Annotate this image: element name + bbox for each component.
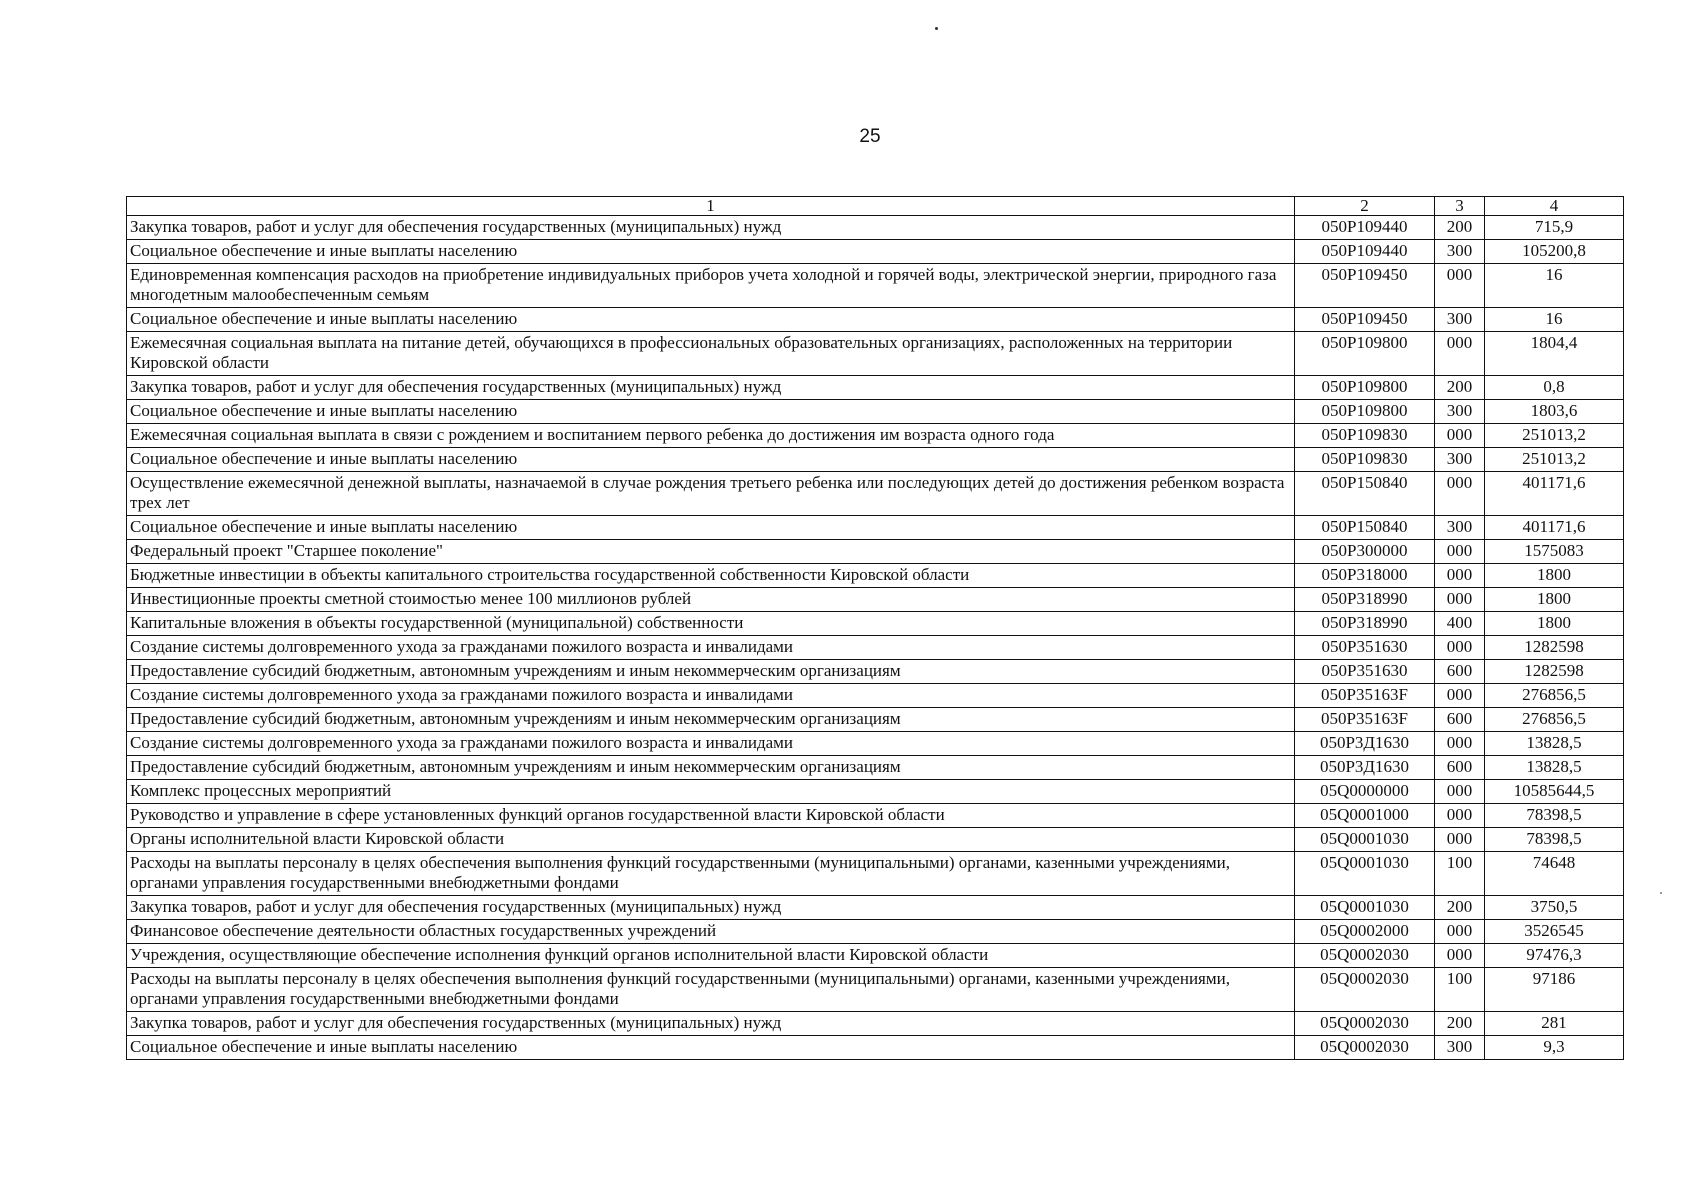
budget-table [126, 196, 1624, 1060]
table-row [127, 376, 1624, 400]
amount-value: 78398,5 [1485, 828, 1624, 852]
expense-item-name: Социальное обеспечение и иные выплаты населению [127, 400, 1295, 424]
expense-type-code: 000 [1435, 564, 1485, 588]
amount-value: 1282598 [1485, 636, 1624, 660]
expense-item-name: Социальное обеспечение и иные выплаты населению [127, 240, 1295, 264]
expense-type-code: 300 [1435, 240, 1485, 264]
expense-item-name: Органы исполнительной власти Кировской области [127, 828, 1295, 852]
table-row [127, 472, 1624, 516]
amount-value: 276856,5 [1485, 684, 1624, 708]
expense-item-name: Единовременная компенсация расходов на приобретение индивидуальных приборов учета холодной и горячей воды, электрической энергии, природного газа многодетным малообеспеченным семьям [127, 264, 1295, 308]
table-row [127, 708, 1624, 732]
amount-value: 276856,5 [1485, 708, 1624, 732]
expense-type-code: 000 [1435, 424, 1485, 448]
expense-item-name: Ежемесячная социальная выплата на питание детей, обучающихся в профессиональных образовательных организациях, расположенных на территории Кировской области [127, 332, 1295, 376]
amount-value: 9,3 [1485, 1036, 1624, 1060]
table-row [127, 540, 1624, 564]
column-header-name: 1 [127, 197, 1295, 216]
target-article-code: 050P109450 [1295, 308, 1435, 332]
column-header-amount: 4 [1485, 197, 1624, 216]
expense-type-code: 600 [1435, 660, 1485, 684]
amount-value: 1800 [1485, 588, 1624, 612]
expense-item-name: Инвестиционные проекты сметной стоимостью менее 100 миллионов рублей [127, 588, 1295, 612]
table-row [127, 588, 1624, 612]
target-article-code: 050P300000 [1295, 540, 1435, 564]
target-article-code: 050P109800 [1295, 400, 1435, 424]
column-header-code: 2 [1295, 197, 1435, 216]
amount-value: 1804,4 [1485, 332, 1624, 376]
expense-type-code: 000 [1435, 780, 1485, 804]
table-row [127, 332, 1624, 376]
target-article-code: 050P3Д1630 [1295, 756, 1435, 780]
expense-type-code: 000 [1435, 264, 1485, 308]
amount-value: 78398,5 [1485, 804, 1624, 828]
expense-type-code: 000 [1435, 332, 1485, 376]
expense-type-code: 300 [1435, 308, 1485, 332]
amount-value: 401171,6 [1485, 472, 1624, 516]
table-row [127, 264, 1624, 308]
target-article-code: 050P3Д1630 [1295, 732, 1435, 756]
target-article-code: 05Q0000000 [1295, 780, 1435, 804]
amount-value: 3526545 [1485, 920, 1624, 944]
table-row [127, 852, 1624, 896]
amount-value: 1803,6 [1485, 400, 1624, 424]
target-article-code: 050P109450 [1295, 264, 1435, 308]
expense-item-name: Закупка товаров, работ и услуг для обеспечения государственных (муниципальных) нужд [127, 376, 1295, 400]
expense-item-name: Создание системы долговременного ухода за гражданами пожилого возраста и инвалидами [127, 636, 1295, 660]
table-row [127, 920, 1624, 944]
amount-value: 97186 [1485, 968, 1624, 1012]
expense-type-code: 000 [1435, 588, 1485, 612]
amount-value: 715,9 [1485, 216, 1624, 240]
target-article-code: 05Q0001030 [1295, 852, 1435, 896]
amount-value: 13828,5 [1485, 732, 1624, 756]
target-article-code: 05Q0002000 [1295, 920, 1435, 944]
table-row [127, 756, 1624, 780]
target-article-code: 05Q0002030 [1295, 1036, 1435, 1060]
amount-value: 401171,6 [1485, 516, 1624, 540]
expense-type-code: 200 [1435, 216, 1485, 240]
expense-item-name: Предоставление субсидий бюджетным, автономным учреждениям и иным некоммерческим организациям [127, 708, 1295, 732]
amount-value: 97476,3 [1485, 944, 1624, 968]
expense-item-name: Бюджетные инвестиции в объекты капитального строительства государственной собственности Кировской области [127, 564, 1295, 588]
scan-speck [935, 27, 938, 30]
table-row [127, 780, 1624, 804]
expense-type-code: 200 [1435, 896, 1485, 920]
table-row [127, 896, 1624, 920]
target-article-code: 05Q0002030 [1295, 944, 1435, 968]
amount-value: 281 [1485, 1012, 1624, 1036]
table-row [127, 400, 1624, 424]
expense-item-name: Закупка товаров, работ и услуг для обеспечения государственных (муниципальных) нужд [127, 896, 1295, 920]
expense-type-code: 000 [1435, 944, 1485, 968]
table-row [127, 448, 1624, 472]
target-article-code: 050P35163F [1295, 708, 1435, 732]
expense-type-code: 000 [1435, 540, 1485, 564]
amount-value: 1800 [1485, 564, 1624, 588]
expense-type-code: 000 [1435, 472, 1485, 516]
expense-type-code: 300 [1435, 400, 1485, 424]
table-row [127, 516, 1624, 540]
target-article-code: 050P318000 [1295, 564, 1435, 588]
expense-type-code: 000 [1435, 828, 1485, 852]
table-row [127, 424, 1624, 448]
expense-type-code: 200 [1435, 376, 1485, 400]
table-row [127, 308, 1624, 332]
amount-value: 0,8 [1485, 376, 1624, 400]
expense-item-name: Социальное обеспечение и иные выплаты населению [127, 448, 1295, 472]
expense-type-code: 600 [1435, 708, 1485, 732]
target-article-code: 050P35163F [1295, 684, 1435, 708]
expense-item-name: Федеральный проект "Старшее поколение" [127, 540, 1295, 564]
table-row [127, 1036, 1624, 1060]
table-row [127, 1012, 1624, 1036]
target-article-code: 050P318990 [1295, 588, 1435, 612]
expense-item-name: Учреждения, осуществляющие обеспечение исполнения функций органов исполнительной власти Кировской области [127, 944, 1295, 968]
amount-value: 13828,5 [1485, 756, 1624, 780]
expense-type-code: 300 [1435, 1036, 1485, 1060]
expense-type-code: 300 [1435, 448, 1485, 472]
expense-item-name: Финансовое обеспечение деятельности областных государственных учреждений [127, 920, 1295, 944]
target-article-code: 050P109830 [1295, 424, 1435, 448]
target-article-code: 050P351630 [1295, 660, 1435, 684]
table-row [127, 216, 1624, 240]
amount-value: 10585644,5 [1485, 780, 1624, 804]
expense-item-name: Предоставление субсидий бюджетным, автономным учреждениям и иным некоммерческим организациям [127, 660, 1295, 684]
table-row [127, 564, 1624, 588]
page-number: 25 [859, 126, 881, 147]
scan-speck [1660, 892, 1662, 894]
table-body [127, 216, 1624, 1060]
expense-type-code: 300 [1435, 516, 1485, 540]
expense-type-code: 400 [1435, 612, 1485, 636]
expense-type-code: 100 [1435, 968, 1485, 1012]
expense-type-code: 000 [1435, 636, 1485, 660]
target-article-code: 050P351630 [1295, 636, 1435, 660]
table-row [127, 828, 1624, 852]
amount-value: 251013,2 [1485, 424, 1624, 448]
table-row [127, 612, 1624, 636]
table-row [127, 636, 1624, 660]
amount-value: 105200,8 [1485, 240, 1624, 264]
expense-item-name: Предоставление субсидий бюджетным, автономным учреждениям и иным некоммерческим организациям [127, 756, 1295, 780]
amount-value: 251013,2 [1485, 448, 1624, 472]
amount-value: 16 [1485, 308, 1624, 332]
expense-item-name: Осуществление ежемесячной денежной выплаты, назначаемой в случае рождения третьего ребенка или последующих детей до достижения ребенком возраста трех лет [127, 472, 1295, 516]
table-row [127, 968, 1624, 1012]
table-row [127, 660, 1624, 684]
target-article-code: 050P109800 [1295, 376, 1435, 400]
target-article-code: 050P109440 [1295, 216, 1435, 240]
expense-type-code: 000 [1435, 804, 1485, 828]
target-article-code: 05Q0002030 [1295, 1012, 1435, 1036]
expense-type-code: 000 [1435, 684, 1485, 708]
table-row [127, 804, 1624, 828]
table-header-row [127, 197, 1624, 216]
expense-item-name: Расходы на выплаты персоналу в целях обеспечения выполнения функций государственными (муниципальными) органами, казенными учреждениями, органами управления государственными внебюджетными фондами [127, 852, 1295, 896]
amount-value: 74648 [1485, 852, 1624, 896]
target-article-code: 050P318990 [1295, 612, 1435, 636]
amount-value: 1575083 [1485, 540, 1624, 564]
amount-value: 3750,5 [1485, 896, 1624, 920]
expense-item-name: Закупка товаров, работ и услуг для обеспечения государственных (муниципальных) нужд [127, 1012, 1295, 1036]
expense-item-name: Социальное обеспечение и иные выплаты населению [127, 516, 1295, 540]
table-row [127, 684, 1624, 708]
expense-item-name: Капитальные вложения в объекты государственной (муниципальной) собственности [127, 612, 1295, 636]
expense-item-name: Руководство и управление в сфере установленных функций органов государственной власти Кировской области [127, 804, 1295, 828]
target-article-code: 050P150840 [1295, 516, 1435, 540]
expense-item-name: Социальное обеспечение и иные выплаты населению [127, 308, 1295, 332]
table-row [127, 944, 1624, 968]
expense-item-name: Социальное обеспечение и иные выплаты населению [127, 1036, 1295, 1060]
amount-value: 16 [1485, 264, 1624, 308]
expense-type-code: 000 [1435, 920, 1485, 944]
target-article-code: 05Q0001030 [1295, 828, 1435, 852]
expense-type-code: 100 [1435, 852, 1485, 896]
expense-item-name: Комплекс процессных мероприятий [127, 780, 1295, 804]
target-article-code: 050P109830 [1295, 448, 1435, 472]
target-article-code: 050P150840 [1295, 472, 1435, 516]
table-row [127, 240, 1624, 264]
amount-value: 1282598 [1485, 660, 1624, 684]
target-article-code: 05Q0002030 [1295, 968, 1435, 1012]
expense-item-name: Ежемесячная социальная выплата в связи с рождением и воспитанием первого ребенка до достижения им возраста одного года [127, 424, 1295, 448]
amount-value: 1800 [1485, 612, 1624, 636]
expense-type-code: 000 [1435, 732, 1485, 756]
target-article-code: 05Q0001000 [1295, 804, 1435, 828]
expense-type-code: 200 [1435, 1012, 1485, 1036]
table-row [127, 732, 1624, 756]
target-article-code: 050P109800 [1295, 332, 1435, 376]
column-header-type: 3 [1435, 197, 1485, 216]
expense-type-code: 600 [1435, 756, 1485, 780]
target-article-code: 05Q0001030 [1295, 896, 1435, 920]
expense-item-name: Расходы на выплаты персоналу в целях обеспечения выполнения функций государственными (муниципальными) органами, казенными учреждениями, органами управления государственными внебюджетными фондами [127, 968, 1295, 1012]
expense-item-name: Создание системы долговременного ухода за гражданами пожилого возраста и инвалидами [127, 732, 1295, 756]
target-article-code: 050P109440 [1295, 240, 1435, 264]
expense-item-name: Закупка товаров, работ и услуг для обеспечения государственных (муниципальных) нужд [127, 216, 1295, 240]
expense-item-name: Создание системы долговременного ухода за гражданами пожилого возраста и инвалидами [127, 684, 1295, 708]
